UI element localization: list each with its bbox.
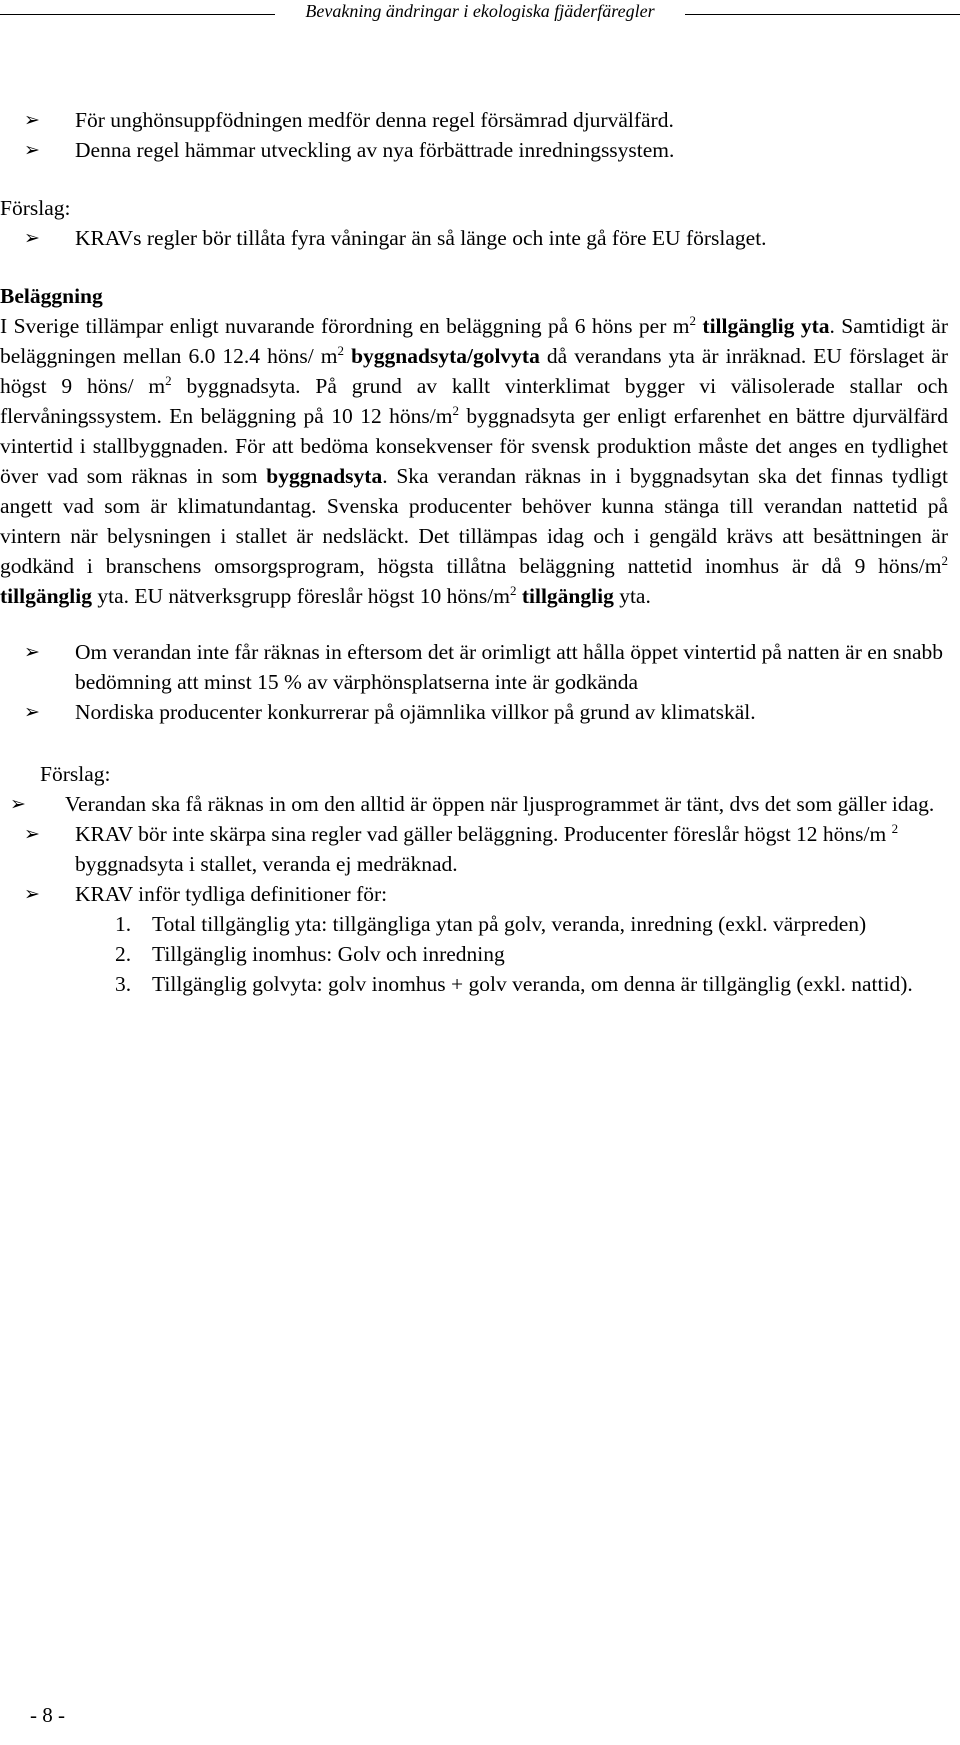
page-header — [0, 0, 960, 30]
belaggning-heading: Beläggning — [0, 284, 103, 308]
header-title: Bevakning ändringar i ekologiska fjäderfäregler — [305, 1, 655, 21]
arrowhead-bullet-icon: ➢ — [24, 883, 40, 905]
document-body — [0, 105, 952, 999]
bullet-item: ➢ KRAV bör inte skärpa sina regler vad gäller beläggning. Producenter föreslår högst 12 höns/m $^2$ byggnadsyta i stallet, veranda ej medräknad. — [24, 820, 899, 876]
arrowhead-bullet-icon: ➢ — [24, 109, 40, 131]
forslag-heading: Förslag: — [0, 196, 71, 220]
bullet-item: ➢ KRAV inför tydliga definitioner för: — [0, 879, 952, 909]
arrowhead-bullet-icon: ➢ — [10, 793, 26, 815]
header-rule-right — [685, 14, 960, 15]
definitions-list — [0, 909, 952, 999]
bullet-item: ➢ Om verandan inte får räknas in eftersom det är orimligt att hålla öppet vintertid på natten är en snabb bedömning att minst 15 % av värphönsplatserna inte är godkända — [0, 637, 952, 697]
bullet-item: ➢ Nordiska producenter konkurrerar på ojämnlika villkor på grund av klimatskäl. — [0, 697, 952, 727]
header-rule-left — [0, 14, 275, 15]
list-item: 2. Tillgänglig inomhus: Golv och inredning — [115, 942, 505, 966]
arrowhead-bullet-icon: ➢ — [24, 641, 40, 663]
bullet-item: ➢ Verandan ska få räknas in om den alltid är öppen när ljusprogrammet är tänt, dvs det som gäller idag. — [0, 789, 952, 819]
arrowhead-bullet-icon: ➢ — [24, 823, 40, 845]
arrowhead-bullet-icon: ➢ — [24, 701, 40, 723]
bullet-item: ➢ KRAVs regler bör tillåta fyra våningar än så länge och inte gå före EU förslaget. — [0, 223, 952, 253]
arrowhead-bullet-icon: ➢ — [24, 139, 40, 161]
arrowhead-bullet-icon: ➢ — [24, 227, 40, 249]
belaggning-paragraph: I Sverige tillämpar enligt nuvarande förordning en beläggning på 6 höns per $m^2$ tillgänglig yta. Samtidigt är beläggningen mellan 6.0 12.4 höns/ $m^2$ byggnadsyta/golvyta då verandans yta är inräknad. EU förslaget är högst 9 höns/ $m^2$ byggnadsyta. På grund av kallt vinterklimat bygger vi välisolerade stallar och flervåningssystem. En beläggning på 10 12 höns/$m^2$ byggnadsyta ger enligt erfarenhet en bättre djurvälfärd vintertid i stallbyggnaden. För att bedöma konsekvenser för svensk produktion måste det anges en tydlighet över vad som räknas in som byggnadsyta. Ska verandan räknas in i byggnadsytan ska det finnas tydligt angett vad som är klimatundantag. Svenska producenter behöver kunna stänga till verandan nattetid på vintern när belysningen i stallet är nedsläckt. Det tillämpas idag och i gengäld krävs att besättningen är godkänd i branschens omsorgsprogram, högsta tillåtna beläggning nattetid inomhus är då 9 höns/$m^2$ tillgänglig yta. EU nätverksgrupp föreslår högst 10 höns/$m^2$ tillgänglig yta. — [0, 312, 949, 608]
list-item: 1. Total tillgänglig yta: tillgängliga ytan på golv, veranda, inredning (exkl. värpreden) — [115, 912, 867, 936]
list-item: 3. Tillgänglig golvyta: golv inomhus + golv veranda, om denna är tillgänglig (exkl. nattid). — [115, 972, 913, 996]
bullet-item: ➢ För unghönsuppfödningen medför denna regel försämrad djurvälfärd. — [0, 105, 952, 135]
bullet-item: ➢ Denna regel hämmar utveckling av nya förbättrade inredningssystem. — [0, 135, 952, 165]
forslag-heading: Förslag: — [40, 762, 111, 786]
page-number: - 8 - — [30, 1703, 65, 1727]
